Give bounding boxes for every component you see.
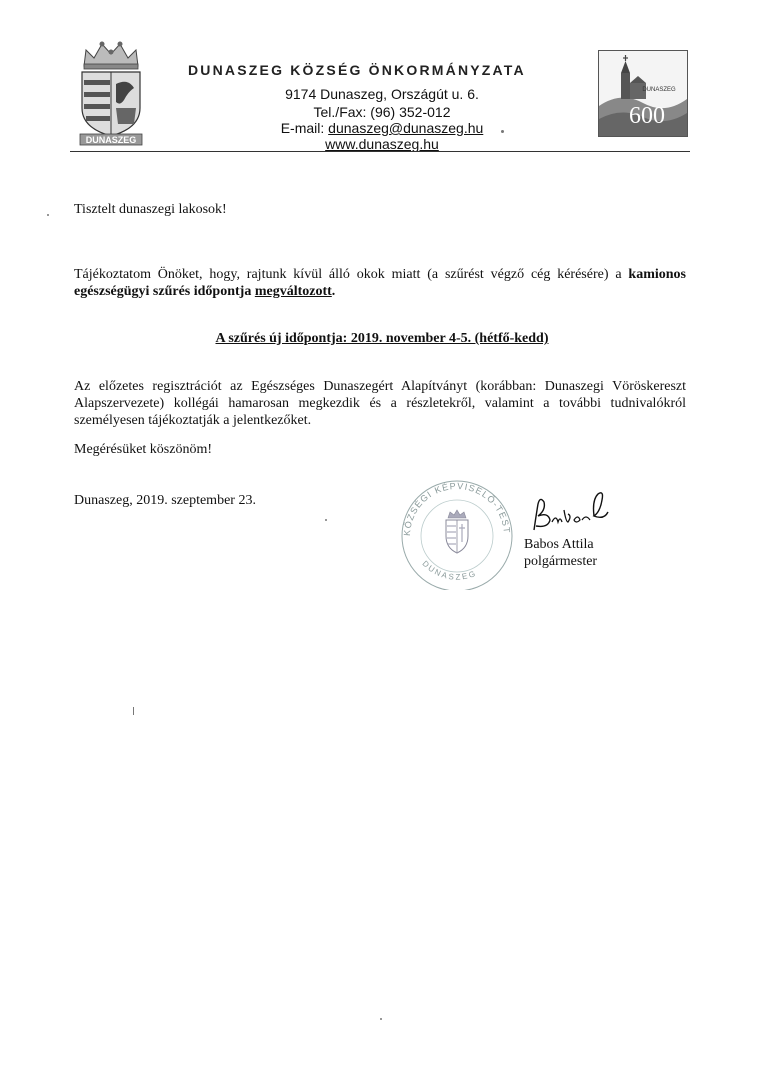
handwritten-signature xyxy=(524,486,614,536)
badge-top-text: DUNASZEG xyxy=(642,87,676,93)
signer-name: Babos Attila xyxy=(524,537,594,552)
scan-speck xyxy=(47,214,49,216)
header-divider xyxy=(70,151,690,152)
notice-changed: megváltozott xyxy=(254,284,332,299)
seal-bottom-text: DUNASZEG xyxy=(420,558,479,582)
notice-period: . xyxy=(331,284,336,299)
scan-speck xyxy=(501,130,504,133)
anniversary-badge xyxy=(598,50,688,137)
seal-top-text: KÖZSÉGI KÉPVISELŐ-TEST xyxy=(401,480,513,537)
badge-number: 600 xyxy=(629,103,665,129)
crest-label: DUNASZEG xyxy=(85,135,137,145)
greeting: Tisztelt dunaszegi lakosok! xyxy=(74,202,227,217)
notice-text: Tájékoztatom Önöket, hogy, rajtunk kívül álló okok miatt (a szűrést végző cég kérésére) a xyxy=(74,267,629,282)
scan-speck xyxy=(325,519,327,521)
notice-bold: kamionos egészségügyi szűrés időpontja xyxy=(74,267,686,299)
place-date: Dunaszeg, 2019. szeptember 23. xyxy=(74,493,256,508)
paragraph-notice xyxy=(74,266,686,300)
org-title: DUNASZEG KÖZSÉG ÖNKORMÁNYZATA xyxy=(188,62,526,78)
email-link[interactable]: dunaszeg@dunaszeg.hu xyxy=(328,120,484,136)
address-line: 9174 Dunaszeg, Országút u. 6. xyxy=(285,86,479,102)
website-link[interactable]: www.dunaszeg.hu xyxy=(325,136,439,152)
scan-speck xyxy=(380,1018,382,1020)
official-seal xyxy=(396,478,518,590)
phone-line: Tel./Fax: (96) 352-012 xyxy=(313,104,451,120)
new-date-heading: A szűrés új időpontja: 2019. november 4-5. (hétfő-kedd) xyxy=(215,331,549,346)
website-line xyxy=(0,136,764,152)
signer-block xyxy=(524,536,597,570)
scan-speck xyxy=(133,707,134,715)
paragraph-registration: Az előzetes regisztrációt az Egészséges Dunaszegért Alapítványt (korábban: Dunaszegi Vöröskereszt Alapszervezete) kollégái hamarosan megkezdik és a részletekről, valamint a további tudnivalókról személyesen tájékoztatják a jelentkezőket. xyxy=(74,379,686,428)
thanks-line: Megérésüket köszönöm! xyxy=(74,442,213,457)
email-prefix: E-mail: xyxy=(280,120,329,136)
signer-title: polgármester xyxy=(524,554,598,569)
